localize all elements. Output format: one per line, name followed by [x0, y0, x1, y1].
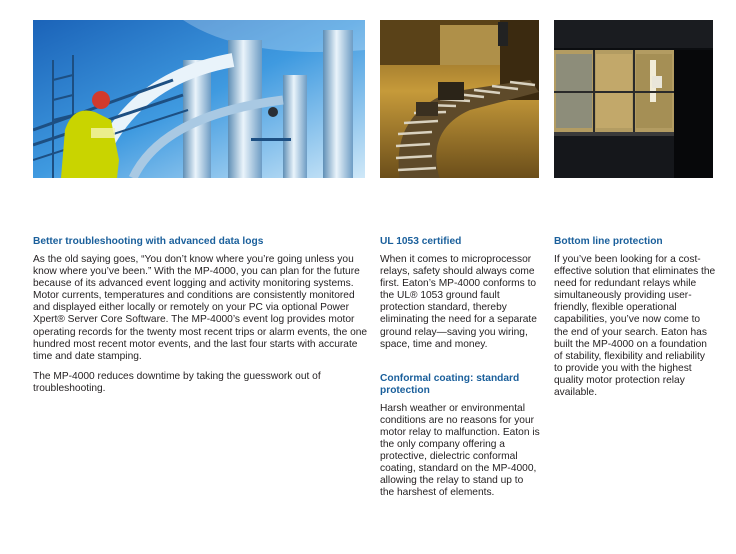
heading-ul-1053: UL 1053 certified: [380, 236, 462, 247]
paragraph-downtime: The MP-4000 reduces downtime by taking the guesswork out of troubleshooting.: [33, 370, 321, 394]
column-middle: [380, 236, 540, 500]
heading-bottom-line: Bottom line protection: [554, 236, 663, 247]
paragraph-ul-1053: When it comes to microprocessor relays, safety should always come first. Eaton’s MP-4000 conforms to the UL® 1053 ground fault protection standard, thereby eliminating the need for a separate ground relay—saving you wiring, space, time and money.: [380, 254, 537, 350]
conveyor-line-photo: [380, 20, 539, 178]
paragraph-bottom-line: If you’ve been looking for a cost-effective solution that eliminates the need for redundant relays while simultaneously providing user-friendly, flexible operational capabilities, you’ve now come to the end of your search. Eaton has built the MP-4000 on a foundation of stability, flexibility and reliability to provide you with the highest quality motor protection relay available.: [554, 254, 716, 399]
paragraph-data-logs: As the old saying goes, “You don’t know where you’re going unless you know where you’ve been.” With the MP-4000, you can plan for the future because of its advanced event logging and activity monitoring systems. Motor currents, temperatures and conditions are consistently monitored and displayed either locally or remotely on your PC via optional Power Xpert® Server Core Software. The MP-4000’s event log provides motor operating records for the twenty most recent trips or alarm events, the one hundred most recent motor events, and the last four starts with accurate time and date stamping.: [33, 254, 368, 362]
heading-conformal-coating: Conformal coating: standard protection: [380, 372, 520, 396]
paragraph-conformal-coating: Harsh weather or environmental conditions are no reasons for your motor relay to malfunction. Eaton is the only company offering a protective, dielectric conformal coating, standard on the MP-4000, allowing the relay to stand up to the harshest of elements.: [380, 402, 540, 499]
industrial-pipes-photo: [33, 20, 365, 178]
office-building-night-photo: [554, 20, 713, 178]
heading-data-logs: Better troubleshooting with advanced data logs: [33, 236, 264, 247]
column-left: [33, 236, 368, 395]
column-right: [554, 236, 716, 399]
